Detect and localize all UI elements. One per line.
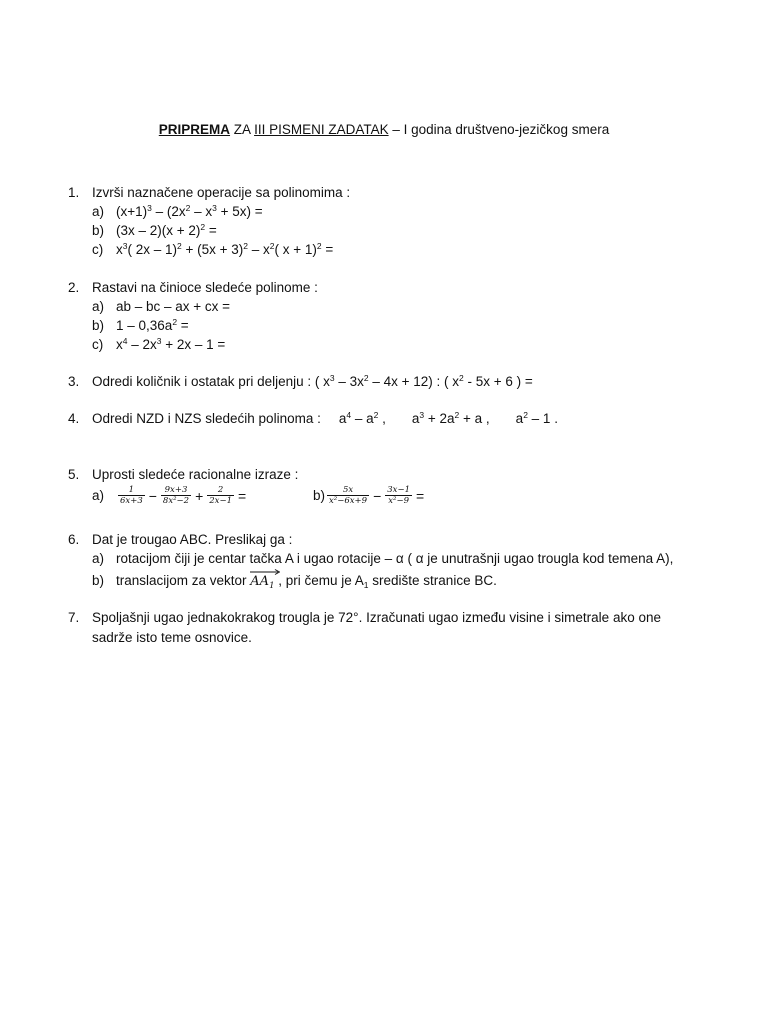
q2-text: Rastavi na činioce sledeće polinome : <box>92 280 318 295</box>
q2-number: 2. <box>68 280 80 295</box>
vector-arrow-icon <box>250 569 280 575</box>
q2-a: a) ab – bc – ax + cx = <box>92 299 231 314</box>
q7-line2: sadrže isto teme osnovice. <box>92 630 252 645</box>
q1-c: c) $x^3$( $2x - 1)^2 + (5x + 3)^2 - x^2$( x + 1)$^2$ = <box>92 241 334 257</box>
title-za: ZA <box>230 122 255 137</box>
q6-number: 6. <box>68 532 80 547</box>
q4-number: 4. <box>68 411 80 426</box>
q7-line1: Spoljašnji ugao jednakokrakog trougla je 72°. Izračunati ugao između visine i simetrale ako one <box>92 610 661 625</box>
q5-b-frac1: $\frac{5x}{\text{x²−6x+9}}$ <box>329 485 368 506</box>
q1-text: Izvrši naznačene operacije sa polinomima : <box>92 185 351 200</box>
q2-b: b) $1 - 0,36a^2$ = <box>92 317 189 333</box>
q5-b: b) $\frac{5x}{\text{x²−6x+9}}$ − $\frac{3x-1}{\text{x²−9}}$ = <box>313 485 425 506</box>
q5-text: Uprosti sledeće racionalne izraze : <box>92 467 299 482</box>
q1-b: b) $(3x - 2)(x + 2)^2$ = <box>92 222 217 238</box>
q1-number: 1. <box>68 185 80 200</box>
q6-text: Dat je trougao ABC. Preslikaj ga : <box>92 532 293 547</box>
q6-a: a) rotacijom čiji je centar tačka A i ugao rotacije – α ( α je unutrašnji ugao trougla kod temena A), <box>92 551 674 566</box>
q3-number: 3. <box>68 374 80 389</box>
q5-a-frac2: $\frac{9x+3}{\text{8x²−2}}$ <box>162 485 190 506</box>
q6-b: b) translacijom za vektor $AA_1$ , pri čemu je $A_1$ središte stranice BC. <box>92 570 497 589</box>
q4-text: Odredi NZD i NZS sledećih polinoma : $a^4 - a^2$ , $a^3 + 2a^2 + a$ , $a^2 - 1$ . <box>92 410 558 426</box>
q3-text: Odredi količnik i ostatak pri deljenju : ( $x^3 - 3x^2 - 4x + 12$) : ( $x^2 - 5x + 6$ ) = <box>92 373 533 389</box>
title-rest: – I godina društveno-jezičkog smera <box>388 122 610 137</box>
q5-number: 5. <box>68 467 80 482</box>
q2-c: c) $x^4 - 2x^3 + 2x - 1$ = <box>92 336 226 352</box>
q5-a-frac1: $\frac{1}{6x+3}$ <box>120 485 143 506</box>
title-bold: PRIPREMA <box>158 122 231 137</box>
title-underlined: III PISMENI ZADATAK <box>254 122 389 137</box>
q5-a: a) $\frac{1}{6x+3}$ − $\frac{9x+3}{\text{8x²−2}}$ + $\frac{2}{2x-1}$ = <box>92 485 247 506</box>
q5-b-frac2: $\frac{3x-1}{\text{x²−9}}$ <box>387 485 410 506</box>
q7-number: 7. <box>68 610 80 625</box>
q5-a-frac3: $\frac{2}{2x-1}$ <box>209 485 232 506</box>
vector-aa1: $AA_1$ <box>250 570 274 589</box>
page-title <box>0 122 768 137</box>
q1-a: a) $(x+1)^3 - (2x^2 - x^3 + 5x)$ = <box>92 203 263 219</box>
